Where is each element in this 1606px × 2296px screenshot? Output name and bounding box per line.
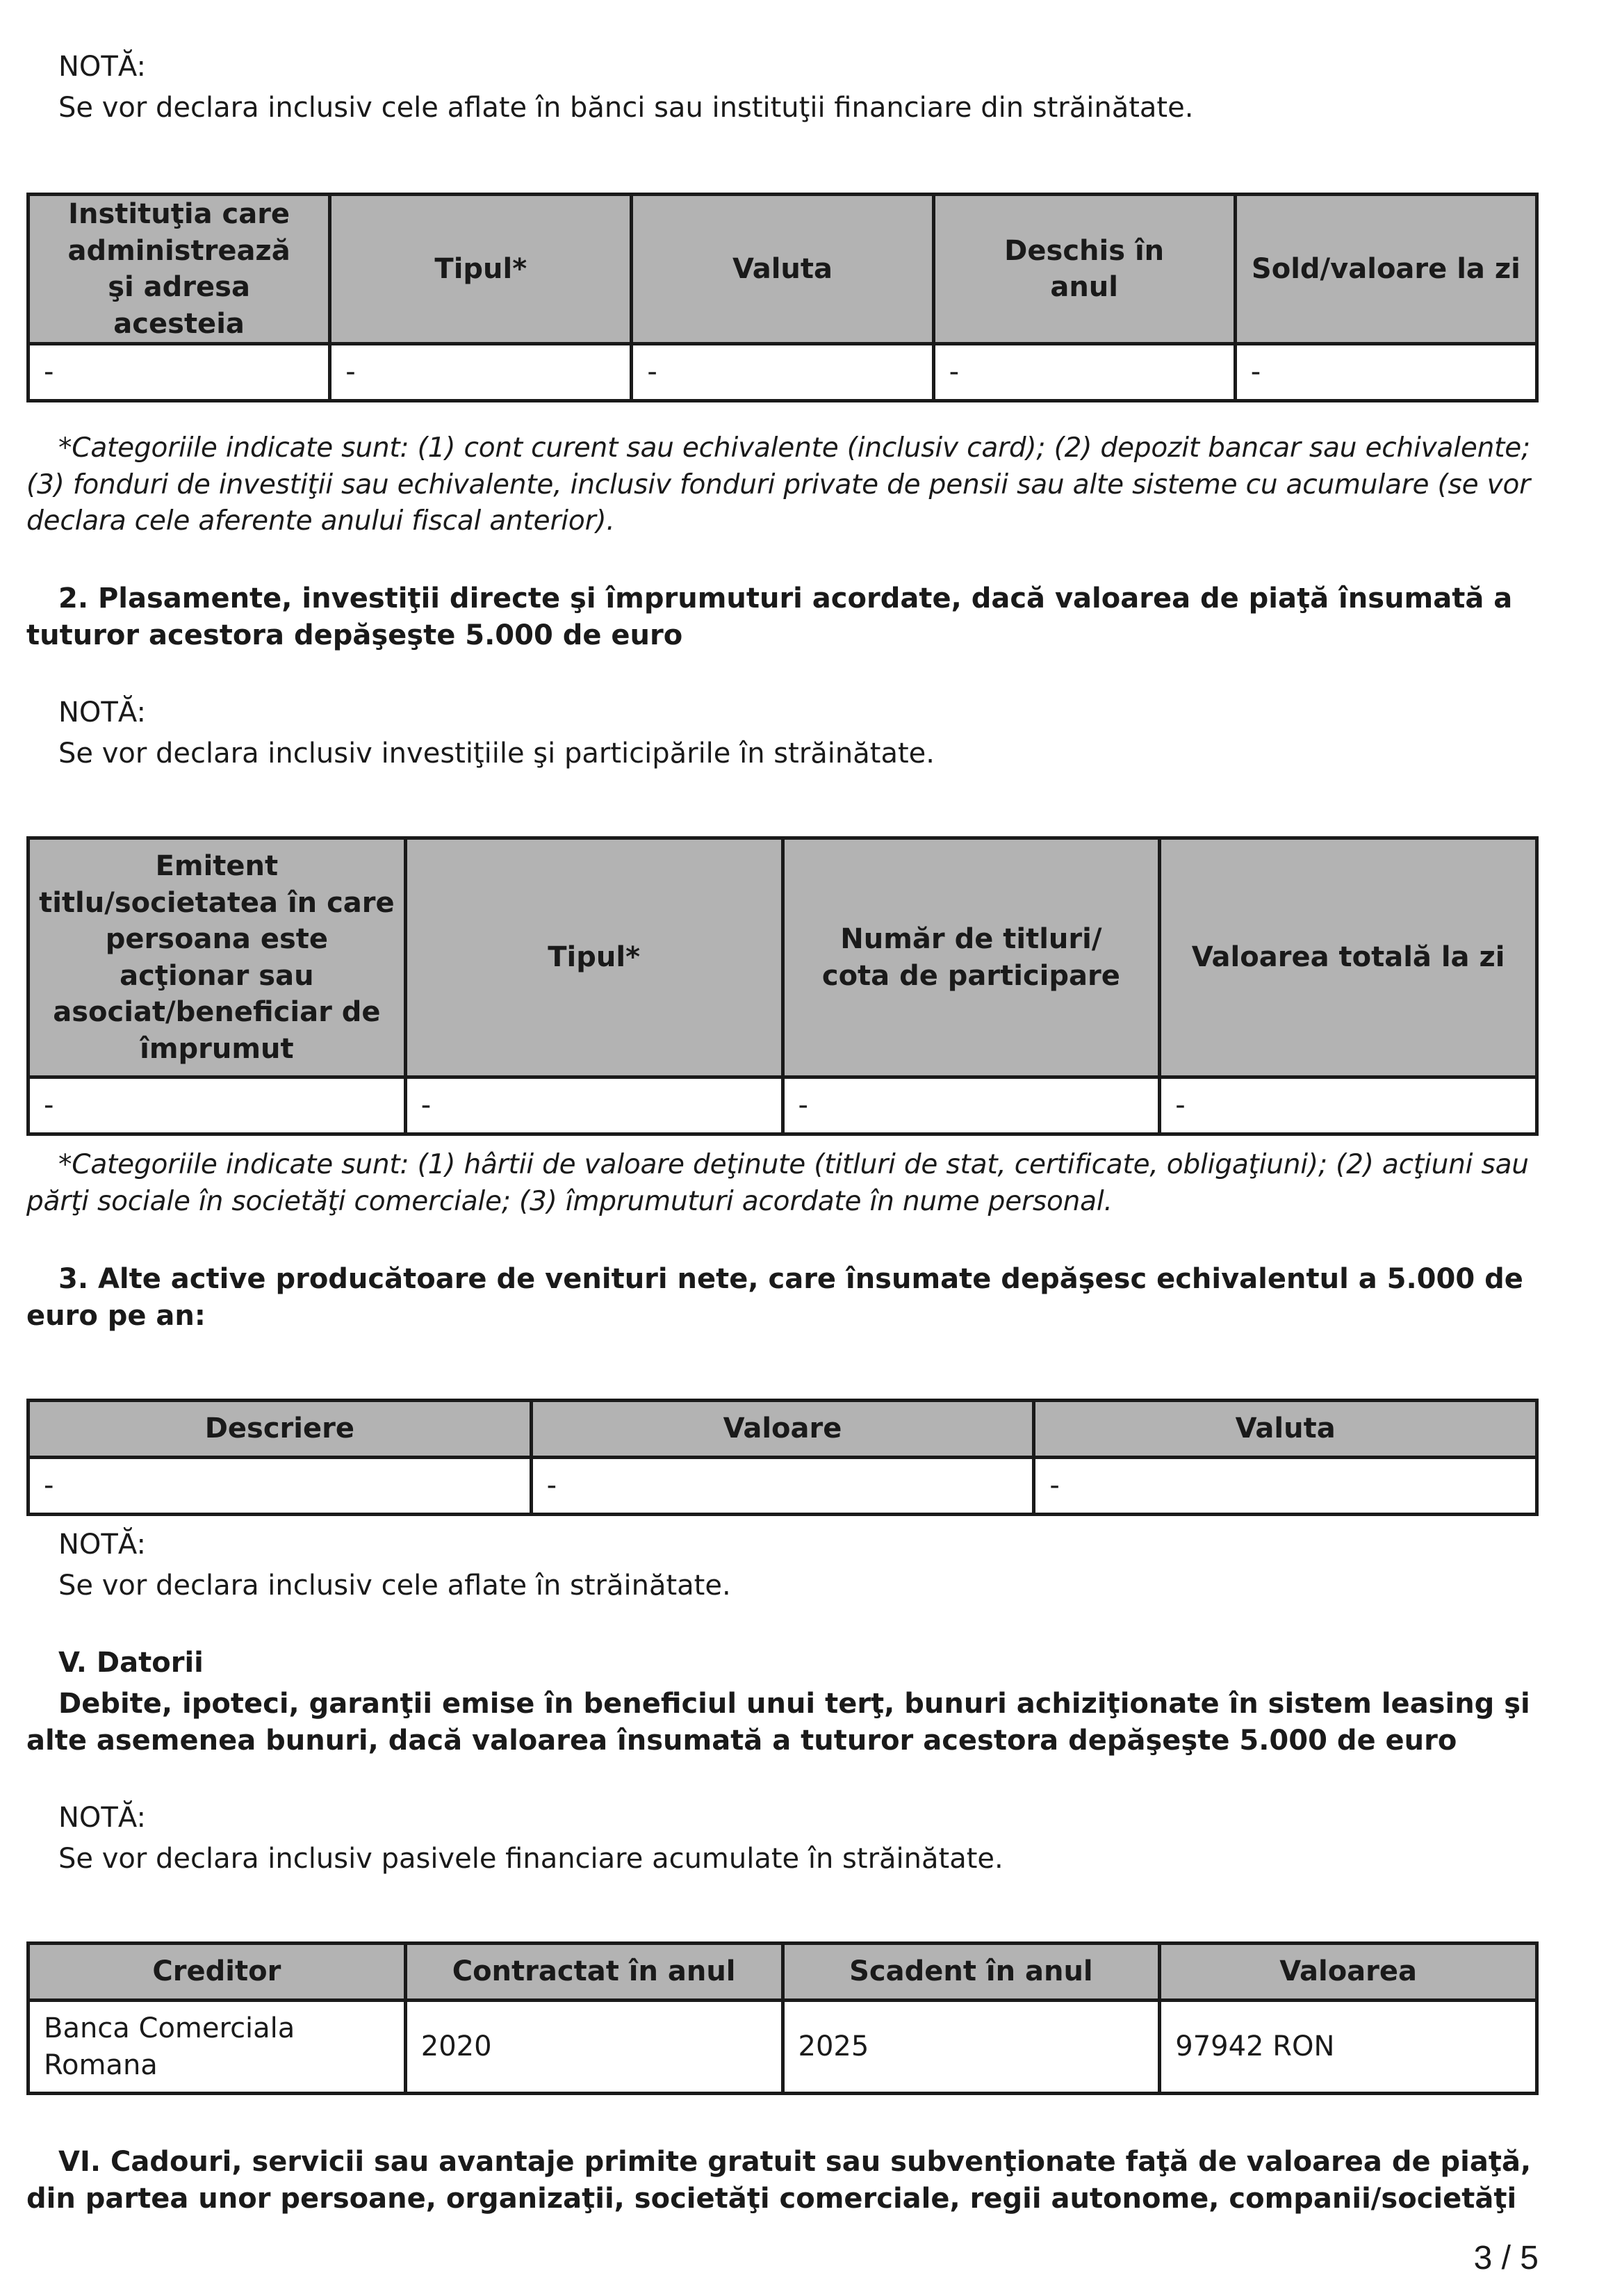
accounts-footnote: *Categoriile indicate sunt: (1) cont curent sau echivalente (inclusiv card); (2) depozit bancar sau echivalente; (3) fonduri de investiţii sau echivalente, inclusiv fonduri private de pensii sau alte sisteme cu acumulare (se vor declara cele aferente anului fiscal anterior). xyxy=(26,432,1530,537)
table-row xyxy=(28,2001,1537,2094)
other-assets-table xyxy=(26,1399,1539,1516)
table-cell: - xyxy=(531,1458,1034,1515)
bank-accounts-table xyxy=(26,193,1539,402)
header-type: Tipul* xyxy=(330,195,632,344)
note-block xyxy=(26,47,1539,129)
table-cell: - xyxy=(330,344,632,401)
table-cell: - xyxy=(632,344,933,401)
note-block xyxy=(26,1524,1539,1606)
table-header-row xyxy=(28,195,1537,344)
table-cell: - xyxy=(28,344,330,401)
header-due-year: Scadent în anul xyxy=(782,1944,1160,2001)
debts-table xyxy=(26,1941,1539,2095)
section-heading-gifts: VI. Cadouri, servicii sau avantaje primite gratuit sau subvenţionate faţă de valoarea de piaţă, din partea unor persoane, organizaţii, societăţi comerciale, regii autonome, companii/societăţi xyxy=(26,2146,1532,2215)
section-heading-investments: 2. Plasamente, investiţii directe şi împrumuturi acordate, dacă valoarea de piaţă însumată a tuturor acestora depăşeşte 5.000 de euro xyxy=(26,583,1513,651)
investments-footnote: *Categoriile indicate sunt: (1) hârtii de valoare deţinute (titluri de stat, certificate, obligaţiuni); (2) acţiuni sau părţi sociale în societăţi comerciale; (3) împrumuturi acordate în nume personal. xyxy=(26,1149,1529,1217)
header-share-count: Număr de titluri/ cota de participare xyxy=(782,838,1160,1077)
header-balance: Sold/valoare la zi xyxy=(1235,195,1537,344)
table-row xyxy=(28,1458,1537,1515)
header-opened-year: Deschis în anul xyxy=(933,195,1235,344)
table-header-row xyxy=(28,838,1537,1077)
table-cell: - xyxy=(28,1458,532,1515)
note-label: NOTĂ: xyxy=(58,51,146,83)
note-text: Se vor declara inclusiv cele aflate în străinătate. xyxy=(58,1569,731,1602)
contracted-year-cell: 2020 xyxy=(405,2001,782,2094)
section-heading-debts: Debite, ipoteci, garanţii emise în beneficiul unui terţ, bunuri achiziţionate în sistem leasing şi alte asemenea bunuri, dacă valoarea însumată a tuturor acestora depăşeşte 5.000 de euro xyxy=(26,1688,1530,1757)
creditor-cell: Banca Comerciala Romana xyxy=(28,2001,406,2094)
header-value: Valoare xyxy=(531,1401,1034,1458)
table-cell: - xyxy=(1235,344,1537,401)
page-number: 3 / 5 xyxy=(1473,2240,1539,2277)
header-currency: Valuta xyxy=(1034,1401,1537,1458)
header-issuer: Emitent titlu/societatea în care persoana este acţionar sau asociat/beneficiar de împrumut xyxy=(28,838,406,1077)
table-row xyxy=(28,1077,1537,1134)
header-institution: Instituţia care administrează şi adresa acesteia xyxy=(28,195,330,344)
table-header-row xyxy=(28,1944,1537,2001)
header-creditor: Creditor xyxy=(28,1944,406,2001)
table-cell: - xyxy=(405,1077,782,1134)
note-block xyxy=(26,692,1539,774)
amount-cell: 97942 RON xyxy=(1160,2001,1537,2094)
header-amount: Valoarea xyxy=(1160,1944,1537,2001)
header-description: Descriere xyxy=(28,1401,532,1458)
due-year-cell: 2025 xyxy=(782,2001,1160,2094)
note-text: Se vor declara inclusiv pasivele financiare acumulate în străinătate. xyxy=(58,1842,1003,1875)
section-title-debts: V. Datorii xyxy=(58,1647,204,1679)
header-contracted-year: Contractat în anul xyxy=(405,1944,782,2001)
table-row xyxy=(28,344,1537,401)
table-cell: - xyxy=(933,344,1235,401)
header-total-value: Valoarea totală la zi xyxy=(1160,838,1537,1077)
note-text: Se vor declara inclusiv investiţiile şi participările în străinătate. xyxy=(58,737,935,770)
note-label: NOTĂ: xyxy=(58,697,146,728)
note-block xyxy=(26,1798,1539,1880)
investments-table xyxy=(26,836,1539,1136)
header-type: Tipul* xyxy=(405,838,782,1077)
note-label: NOTĂ: xyxy=(58,1529,146,1561)
header-currency: Valuta xyxy=(632,195,933,344)
note-label: NOTĂ: xyxy=(58,1802,146,1834)
table-header-row xyxy=(28,1401,1537,1458)
note-text: Se vor declara inclusiv cele aflate în bănci sau instituţii financiare din străinătate. xyxy=(58,91,1194,124)
table-cell: - xyxy=(782,1077,1160,1134)
table-cell: - xyxy=(1034,1458,1537,1515)
table-cell: - xyxy=(1160,1077,1537,1134)
section-heading-other-assets: 3. Alte active producătoare de venituri nete, care însumate depăşesc echivalentul a 5.000 de euro pe an: xyxy=(26,1263,1523,1332)
table-cell: - xyxy=(28,1077,406,1134)
